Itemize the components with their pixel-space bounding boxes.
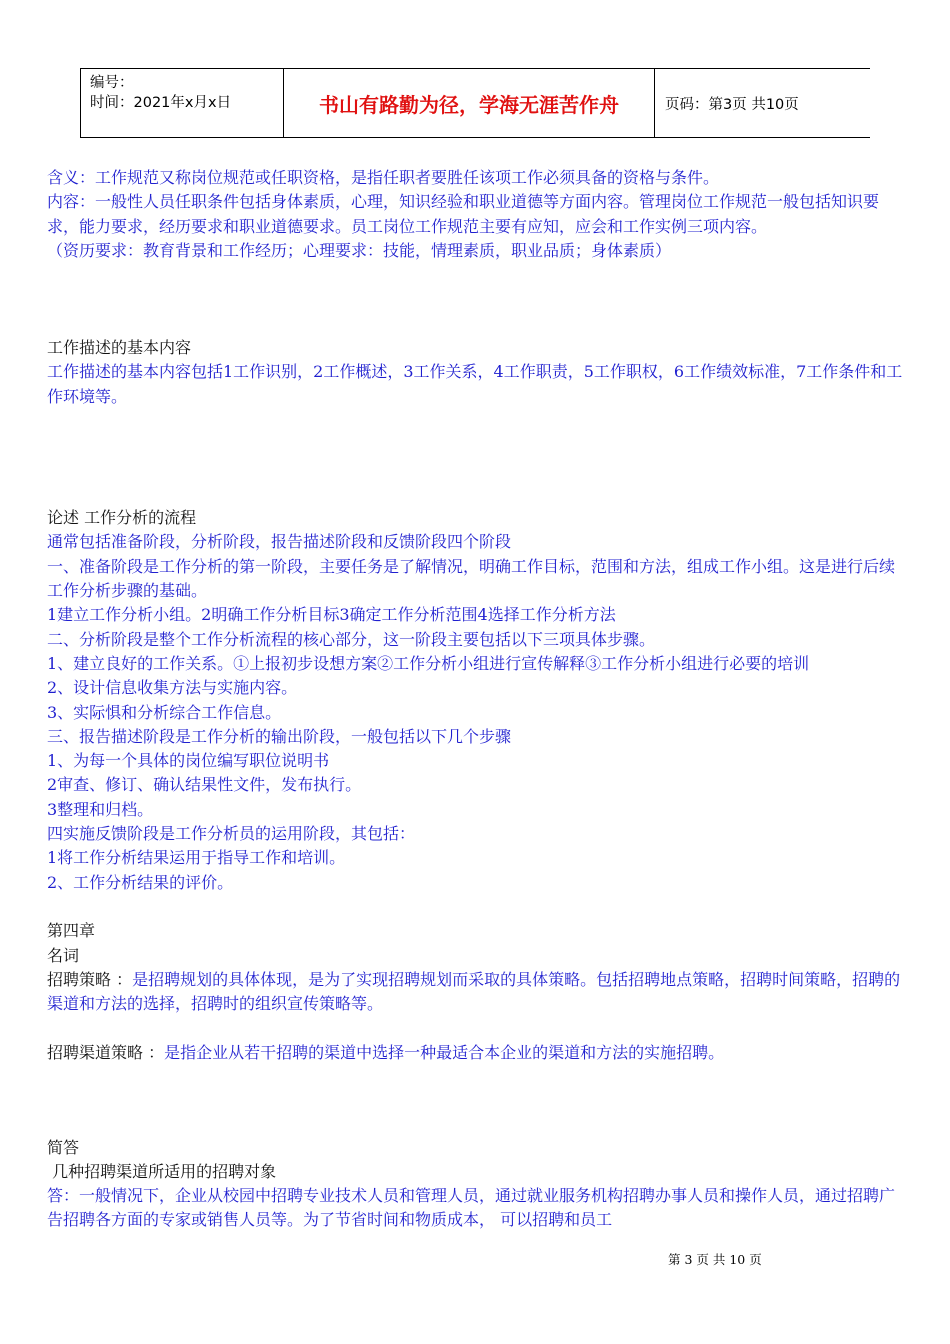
chapter-heading: 第四章	[47, 921, 96, 941]
header-motto: 书山有路勤为径，学海无涯苦作舟	[283, 69, 655, 137]
flow-line: 1、建立良好的工作关系。①上报初步设想方案②工作分析小组进行宣传解释③工作分析小组进行必要的培训	[47, 653, 810, 673]
flow-line: 1将工作分析结果运用于指导工作和培训。	[47, 848, 346, 868]
term-definition: 是招聘规划的具体体现，是为了实现招聘规划而采取的具体策略。包括招聘地点策略，招聘时间策略，招聘的渠道和方法的选择，招聘时的组织宣传策略等。	[47, 969, 901, 1014]
answer-text: 答：一般情况下，企业从校园中招聘专业技术人员和管理人员，通过就业服务机构招聘办事人员和操作人员，通过招聘广告招聘各方面的专家或销售人员等。为了节省时间和物质成本， 可以招聘和员工	[47, 1186, 896, 1230]
question-heading: 几种招聘渠道所适用的招聘对象	[47, 1161, 277, 1181]
flow-line: 2审查、修订、确认结果性文件，发布执行。	[47, 775, 362, 795]
flow-line: 2、工作分析结果的评价。	[47, 872, 234, 892]
heading-analysis-flow: 论述 工作分析的流程	[47, 508, 197, 528]
flow-line: 3、实际惧和分析综合工作信息。	[47, 702, 282, 722]
paragraph-definition: 含义：工作规范又称岗位规范或任职资格，是指任职者要胜任该项工作必须具备的资格与条件。	[47, 168, 720, 187]
paragraph-requirements: （资历要求：教育背景和工作经历；心理要求：技能，情理素质，职业品质；身体素质）	[47, 240, 672, 260]
paragraph-content: 内容：一般性人员任职条件包括身体素质，心理，知识经验和职业道德等方面内容。管理岗位工作规范一般包括知识要求，能力要求，经历要求和职业道德要求。员工岗位工作规范主要有应知，应会和工作实例三项内容。	[47, 192, 880, 236]
page-footer: 第 3 页 共 10 页	[668, 1252, 762, 1267]
flow-line: 三、报告描述阶段是工作分析的输出阶段，一般包括以下几个步骤	[47, 726, 512, 746]
paragraph-job-description: 工作描述的基本内容包括1工作识别，2工作概述，3工作关系，4工作职责，5工作职权，6工作绩效标准，7工作条件和工作环境等。	[47, 362, 903, 406]
term-label: 招聘策略 ：	[47, 969, 133, 989]
flow-line: 二、分析阶段是整个工作分析流程的核心部分，这一阶段主要包括以下三项具体步骤。	[47, 629, 656, 649]
flow-line: 2、设计信息收集方法与实施内容。	[47, 678, 298, 698]
header-time: 时间：2021年x月x日	[90, 95, 232, 111]
term-recruitment-strategy	[47, 968, 909, 1017]
term-definition: 是指企业从若干招聘的渠道中选择一种最适合本企业的渠道和方法的实施招聘。	[164, 1042, 725, 1062]
flow-line: 一、准备阶段是工作分析的第一阶段，主要任务是了解情况，明确工作目标，范围和方法，组成工作小组。这是进行后续工作分析步骤的基础。	[47, 556, 896, 601]
section-terms: 名词	[47, 945, 80, 965]
term-channel-strategy	[47, 1041, 909, 1065]
flow-line: 1建立工作分析小组。2明确工作分析目标3确定工作分析范围4选择工作分析方法	[47, 605, 616, 625]
header-meta	[80, 69, 283, 137]
flow-line: 1、为每一个具体的岗位编写职位说明书	[47, 751, 330, 771]
document-body	[47, 166, 909, 1233]
heading-job-description: 工作描述的基本内容	[47, 338, 192, 358]
section-short-answer: 简答	[47, 1137, 80, 1157]
flow-line: 通常包括准备阶段，分析阶段，报告描述阶段和反馈阶段四个阶段	[47, 532, 512, 552]
page-header	[80, 68, 870, 138]
header-number: 编号：	[90, 75, 134, 91]
header-page-info: 页码：第3页 共10页	[665, 96, 799, 113]
term-label: 招聘渠道策略 ：	[47, 1042, 165, 1062]
flow-line: 3整理和归档。	[47, 799, 154, 819]
flow-line: 四实施反馈阶段是工作分析员的运用阶段，其包括：	[47, 824, 416, 844]
